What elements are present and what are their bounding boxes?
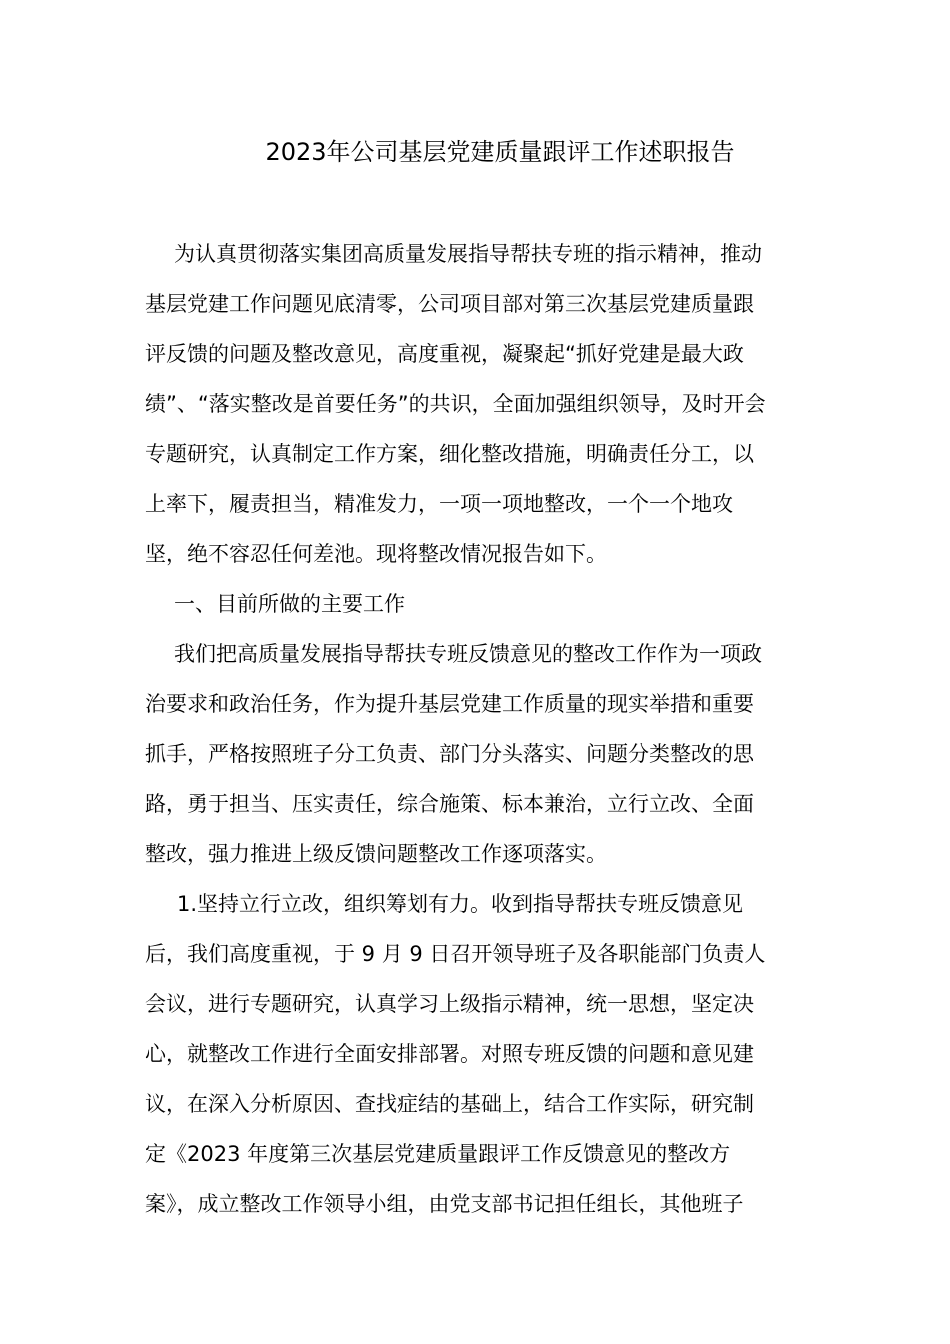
paragraph-line: 议，在深入分析原因、查找症结的基础上，结合工作实际，研究制 — [145, 1092, 754, 1116]
paragraph-line: 会议，进行专题研究，认真学习上级指示精神，统一思想，坚定决 — [145, 992, 754, 1016]
paragraph-line: 定《2023 年度第三次基层党建质量跟评工作反馈意见的整改方 — [145, 1142, 731, 1166]
section-heading: 一、目前所做的主要工作 — [174, 592, 405, 616]
document-title: 2023年公司基层党建质量跟评工作述职报告 — [265, 138, 735, 166]
paragraph-line: 抓手，严格按照班子分工负责、部门分头落实、问题分类整改的思 — [145, 742, 754, 766]
paragraph-line: 基层党建工作问题见底清零，公司项目部对第三次基层党建质量跟 — [145, 292, 754, 316]
paragraph-line: 绩”、“落实整改是首要任务”的共识，全面加强组织领导，及时开会 — [145, 392, 766, 416]
document-body — [145, 229, 807, 1229]
paragraph-line: 专题研究，认真制定工作方案，细化整改措施，明确责任分工，以 — [145, 442, 754, 466]
paragraph-line: 坚，绝不容忍任何差池。现将整改情况报告如下。 — [145, 542, 607, 566]
paragraph-line: 案》，成立整改工作领导小组，由党支部书记担任组长，其他班子 — [145, 1192, 744, 1216]
paragraph-line: 整改，强力推进上级反馈问题整改工作逐项落实。 — [145, 842, 607, 866]
paragraph-line: 1.坚持立行立改，组织筹划有力。收到指导帮扶专班反馈意见 — [177, 892, 744, 916]
paragraph-line: 上率下，履责担当，精准发力，一项一项地整改，一个一个地攻 — [145, 492, 733, 516]
paragraph-line: 为认真贯彻落实集团高质量发展指导帮扶专班的指示精神，推动 — [174, 242, 762, 266]
paragraph-line: 路，勇于担当、压实责任，综合施策、标本兼治，立行立改、全面 — [145, 792, 754, 816]
paragraph-line: 心，就整改工作进行全面安排部署。对照专班反馈的问题和意见建 — [145, 1042, 754, 1066]
paragraph-line: 评反馈的问题及整改意见，高度重视，凝聚起“抓好党建是最大政 — [145, 342, 744, 366]
paragraph-line: 我们把高质量发展指导帮扶专班反馈意见的整改工作作为一项政 — [174, 642, 762, 666]
paragraph-line: 后，我们高度重视，于 9 月 9 日召开领导班子及各职能部门负责人 — [145, 942, 766, 966]
paragraph-line: 治要求和政治任务，作为提升基层党建工作质量的现实举措和重要 — [145, 692, 754, 716]
